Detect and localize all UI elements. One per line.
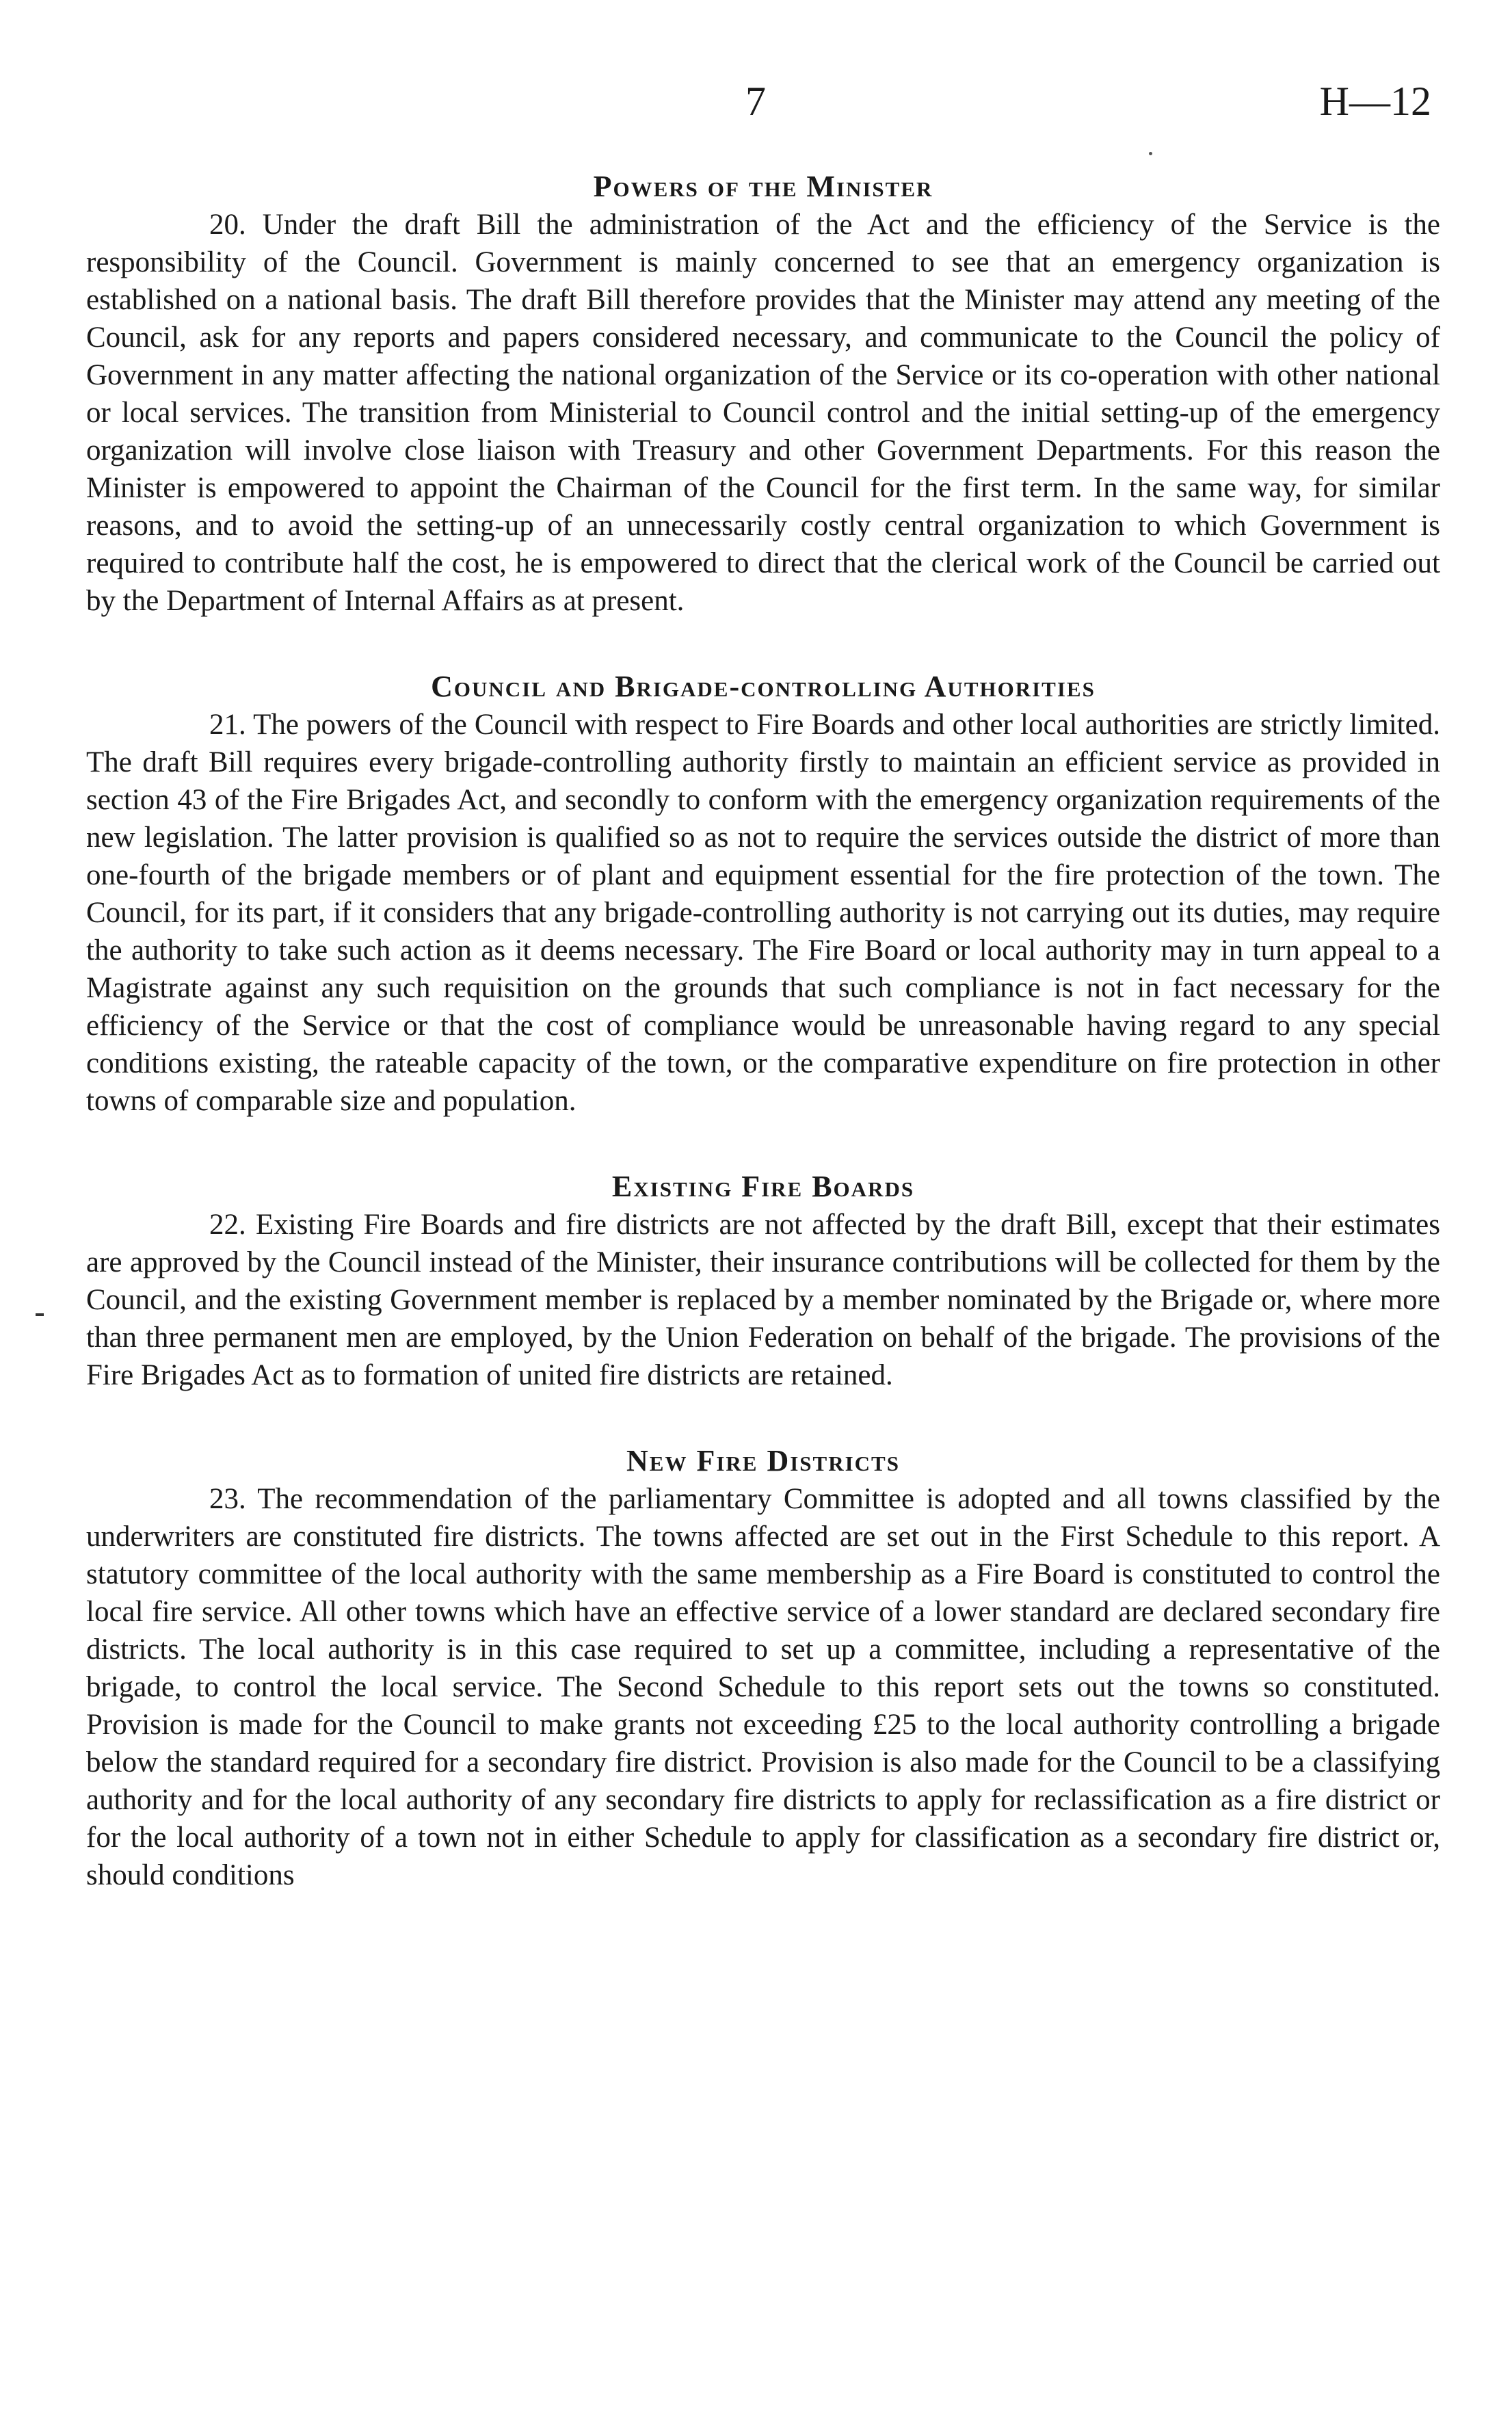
section-heading: Powers of the Minister <box>593 170 933 203</box>
section-heading: Council and Brigade-controlling Authorities <box>431 670 1096 703</box>
document-body <box>86 168 1440 1942</box>
paragraph-21: 21. The powers of the Council with respect to Fire Boards and other local authorities are strictly limited. The draft Bill requires every brigade-controlling authority firstly to maintain an efficient service as provided in section 43 of the Fire Brigades Act, and secondly to conform with the emergency organization requirements of the new legislation. The latter provision is qualified so as not to require the services outside the district of more than one-fourth of the brigade members or of plant and equipment essential for the fire protection of the town. The Council, for its part, if it considers that any brigade-controlling authority is not carrying out its duties, may require the authority to take such action as it deems necessary. The Fire Board or local authority may in turn appeal to a Magistrate against any such requisition on the grounds that such compliance is not in fact necessary for the efficiency of the Service or that the cost of compliance would be unreasonable having regard to any special conditions existing, the rateable capacity of the town, or the comparative expenditure on fire protection in other towns of comparable size and population. <box>86 709 1440 1117</box>
paper-reference: H—12 <box>1319 79 1431 124</box>
page-header <box>0 81 1512 135</box>
paragraph-23: 23. The recommendation of the parliamentary Committee is adopted and all towns classified by the underwriters are constituted fire districts. The towns affected are set out in the First Schedule to this report. A statutory committee of the local authority with the same membership as a Fire Board is constituted to control the local fire service. All other towns which have an effective service of a lower standard are declared secondary fire districts. The local authority is in this case required to set up a committee, including a representative of the brigade, to control the local service. The Second Schedule to this report sets out the towns so constituted. Provision is made for the Council to make grants not exceeding £25 to the local authority controlling a brigade below the standard required for a secondary fire district. Provision is also made for the Council to be a classifying authority and for the local authority of any secondary fire districts to apply for reclassification as a fire district or for the local authority of a town not in either Schedule to apply for classification as a secondary fire district or, should conditions <box>86 1483 1440 1891</box>
section-existing-fire-boards <box>86 1168 1440 1394</box>
section-new-fire-districts <box>86 1442 1440 1894</box>
page-number: 7 <box>745 79 766 124</box>
section-council-and-authorities <box>86 668 1440 1120</box>
section-powers-of-minister <box>86 168 1440 620</box>
print-speck <box>1149 152 1152 155</box>
section-heading: Existing Fire Boards <box>611 1170 915 1203</box>
paragraph-20: 20. Under the draft Bill the administration of the Act and the efficiency of the Service is the responsibility of the Council. Government is mainly concerned to see that an emergency organization is established on a national basis. The draft Bill therefore provides that the Minister may attend any meeting of the Council, ask for any reports and papers considered necessary, and communicate to the Council the policy of Government in any matter affecting the national organization of the Service or its co-operation with other national or local services. The transition from Ministerial to Council control and the initial setting-up of the emergency organization will involve close liaison with Treasury and other Government Departments. For this reason the Minister is empowered to appoint the Chairman of the Council for the first term. In the same way, for similar reasons, and to avoid the setting-up of an unnecessarily costly central organization to which Government is required to contribute half the cost, he is empowered to direct that the clerical work of the Council be carried out by the Department of Internal Affairs as at present. <box>86 209 1440 617</box>
section-heading: New Fire Districts <box>626 1444 900 1477</box>
paragraph-22: 22. Existing Fire Boards and fire districts are not affected by the draft Bill, except that their estimates are approved by the Council instead of the Minister, their insurance contributions will be collected for them by the Council, and the existing Government member is replaced by a member nominated by the Brigade or, where more than three permanent men are employed, by the Union Federation on behalf of the brigade. The provisions of the Fire Brigades Act as to formation of united fire districts are retained. <box>86 1209 1440 1391</box>
margin-mark <box>36 1313 44 1316</box>
